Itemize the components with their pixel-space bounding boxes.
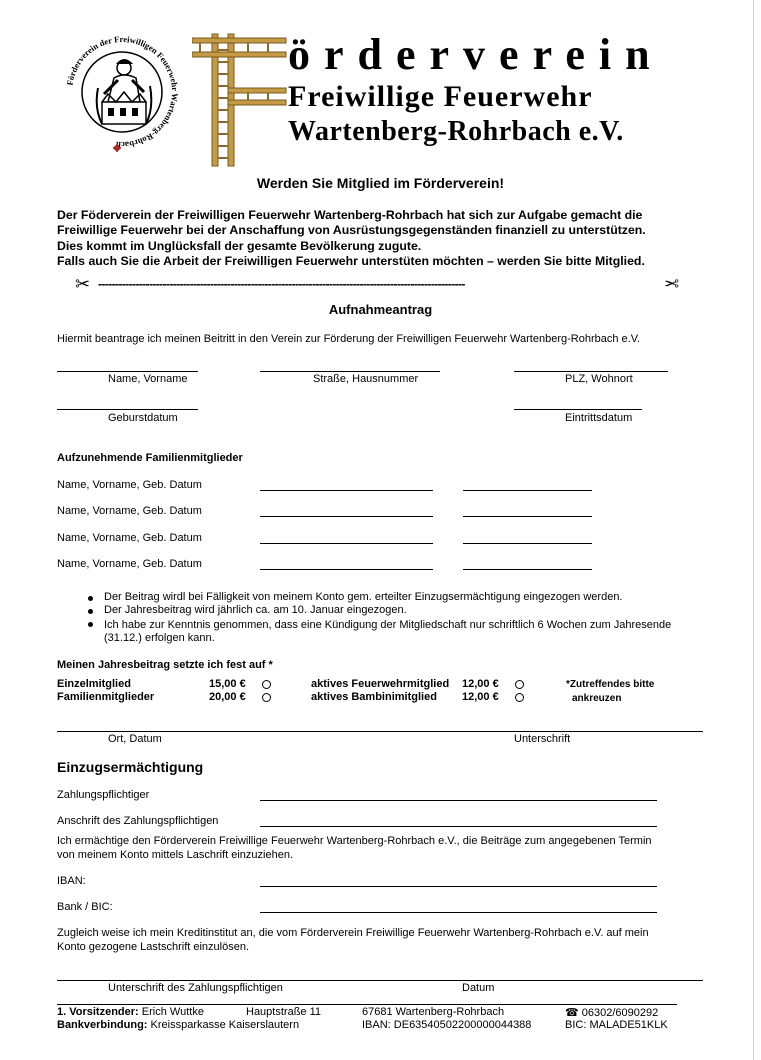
instruction-text — [57, 926, 649, 954]
note-item: (31.12.) erfolgen kann. — [104, 632, 215, 644]
street-label: Straße, Hausnummer — [313, 373, 419, 385]
bank-name: Kreissparkasse Kaiserslautern — [150, 1019, 300, 1031]
svg-text:Förderverein der Freiwilligen: Förderverein der Freiwilligen Feuerwehr Wartenberg-Rohrbach — [64, 33, 181, 151]
payer-signature-line[interactable] — [57, 980, 703, 981]
fee-option-single-radio[interactable] — [262, 680, 271, 689]
intro-line: Dies kommt im Unglücksfall der gesamte Bevölkerung zugute. — [57, 238, 422, 253]
headline: Werden Sie Mitglied im Förderverein! — [256, 175, 505, 191]
footer-divider — [57, 1004, 677, 1005]
chair-info — [57, 1006, 204, 1018]
note-item: Der Jahresbeitrag wird jährlich ca. am 10. Januar eingezogen. — [104, 604, 407, 616]
footer-street: Hauptstraße 11 — [246, 1006, 322, 1018]
family-date-line[interactable] — [463, 490, 592, 491]
instruction-line: Konto gezogene Lastschrift einzulösen. — [57, 941, 250, 953]
plz-line[interactable] — [514, 371, 668, 372]
birthdate-line[interactable] — [57, 409, 198, 410]
scissors-left-icon: ✂ — [75, 274, 91, 294]
footer-iban: IBAN: DE63540502200000044388 — [362, 1019, 532, 1031]
fee-label: Familienmitglieder — [57, 691, 155, 703]
bank-line[interactable] — [260, 912, 657, 913]
ladder-f-logo-icon — [192, 32, 288, 170]
fee-label: Einzelmitglied — [57, 678, 131, 690]
footer-bic: BIC: MALADE51KLK — [565, 1019, 668, 1031]
fee-label: aktives Bambinimitglied — [311, 691, 437, 703]
application-statement: Hiermit beantrage ich meinen Beitritt in den Verein zur Förderung der Freiwilligen Feuerwehr Wartenberg-Rohrbach e.V. — [57, 333, 641, 345]
family-row-label: Name, Vorname, Geb. Datum — [57, 505, 202, 517]
payer-line[interactable] — [260, 800, 657, 801]
intro-line: Freiwillige Feuerwehr bei der Anschaffung von Ausrüstungsgegenständen finanziell zu unterstützen. — [57, 223, 646, 238]
phone-number: 06302/6090292 — [581, 1007, 659, 1019]
family-row-label: Name, Vorname, Geb. Datum — [57, 532, 202, 544]
fee-amount: 15,00 € — [209, 678, 246, 690]
header-location: Wartenberg-Rohrbach e.V. — [288, 116, 624, 147]
signature-label: Unterschrift — [514, 733, 571, 745]
place-date-label: Ort, Datum — [108, 733, 162, 745]
fee-amount: 20,00 € — [209, 691, 246, 703]
bullet-icon — [88, 609, 93, 614]
entry-date-line[interactable] — [514, 409, 642, 410]
plz-label: PLZ, Wohnort — [565, 373, 633, 385]
instruction-line: Zugleich weise ich mein Kreditinstitut an, die vom Förderverein Freiwillige Feuerwehr Wartenberg-Rohrbach e.V. auf mein — [57, 927, 649, 939]
name-line[interactable] — [57, 371, 198, 372]
chair-label: 1. Vorsitzender: — [57, 1006, 139, 1018]
fee-amount: 12,00 € — [462, 691, 499, 703]
family-title: Aufzunehmende Familienmitglieder — [57, 452, 243, 464]
payer-signature-label: Unterschrift des Zahlungspflichtigen — [108, 982, 283, 994]
birthdate-label: Geburstdatum — [108, 412, 178, 424]
intro-line: Der Föderverein der Freiwilligen Feuerwehr Wartenberg-Rohrbach hat sich zur Aufgabe gemacht die — [57, 208, 643, 222]
fee-option-bambini-radio[interactable] — [515, 693, 524, 702]
authorization-line: Ich ermächtige den Förderverein Freiwillige Feuerwehr Wartenberg-Rohrbach e.V., die Beiträge zum angegebenen Termin — [57, 835, 652, 847]
address-line[interactable] — [260, 826, 657, 827]
bank-label: Bank / BIC: — [57, 901, 113, 913]
street-line[interactable] — [260, 371, 440, 372]
fee-option-active-radio[interactable] — [515, 680, 524, 689]
iban-line[interactable] — [260, 886, 657, 887]
family-date-line[interactable] — [463, 569, 592, 570]
bullet-icon — [88, 596, 93, 601]
footer-phone — [565, 1006, 658, 1019]
family-name-line[interactable] — [260, 490, 433, 491]
bank-connection-label: Bankverbindung: — [57, 1019, 148, 1031]
family-date-line[interactable] — [463, 516, 592, 517]
phone-icon: ☎ — [565, 1007, 579, 1019]
note-item: Ich habe zur Kenntnis genommen, dass eine Kündigung der Mitgliedschaft nur schriftlich 6 Wochen zum Jahresende — [104, 619, 672, 631]
address-label: Anschrift des Zahlungspflichtigen — [57, 815, 219, 827]
payer-label: Zahlungspflichtiger — [57, 789, 150, 801]
family-name-line[interactable] — [260, 543, 433, 544]
debit-title: Einzugsermächtigung — [57, 759, 204, 775]
family-row-label: Name, Vorname, Geb. Datum — [57, 479, 202, 491]
intro-paragraph — [57, 208, 646, 270]
fees-title: Meinen Jahresbeitrag setzte ich fest auf * — [57, 659, 273, 671]
family-date-line[interactable] — [463, 543, 592, 544]
fire-brigade-seal-icon — [58, 28, 186, 156]
fee-option-family-radio[interactable] — [262, 693, 271, 702]
header-subtitle: Freiwillige Feuerwehr — [288, 80, 593, 113]
bank-info — [57, 1019, 299, 1031]
fee-amount: 12,00 € — [462, 678, 499, 690]
note-item: Der Beitrag wirdl bei Fälligkeit von meinem Konto gem. erteilter Einzugsermächtigung eingezogen werden. — [104, 591, 623, 603]
fee-footnote: ankreuzen — [572, 693, 622, 704]
family-name-line[interactable] — [260, 516, 433, 517]
page-edge — [753, 0, 754, 1060]
family-row-label: Name, Vorname, Geb. Datum — [57, 558, 202, 570]
date-label: Datum — [462, 982, 495, 994]
header-title: örderverein — [288, 30, 664, 79]
authorization-line: von meinem Konto mittels Laschrift einzuziehen. — [57, 849, 294, 861]
fee-footnote: *Zutreffendes bitte — [566, 679, 655, 690]
bullet-icon — [88, 622, 93, 627]
name-label: Name, Vorname — [108, 373, 188, 385]
application-title: Aufnahmeantrag — [328, 302, 433, 317]
chair-name: Erich Wuttke — [141, 1006, 204, 1018]
authorization-text — [57, 834, 652, 862]
signature-line[interactable] — [57, 731, 703, 732]
entry-date-label: Eintrittsdatum — [565, 412, 633, 424]
footer-city: 67681 Wartenberg-Rohrbach — [362, 1006, 505, 1018]
cut-line: ------------------------------------------------------------------------------------------------------------ — [98, 277, 465, 291]
intro-line: Falls auch Sie die Arbeit der Freiwilligen Feuerwehr unterstüten möchten – werden Sie bitte Mitglied. — [57, 254, 645, 269]
fee-label: aktives Feuerwehrmitglied — [311, 678, 450, 690]
iban-label: IBAN: — [57, 875, 86, 887]
family-name-line[interactable] — [260, 569, 433, 570]
scissors-right-icon: ✂ — [664, 274, 680, 294]
